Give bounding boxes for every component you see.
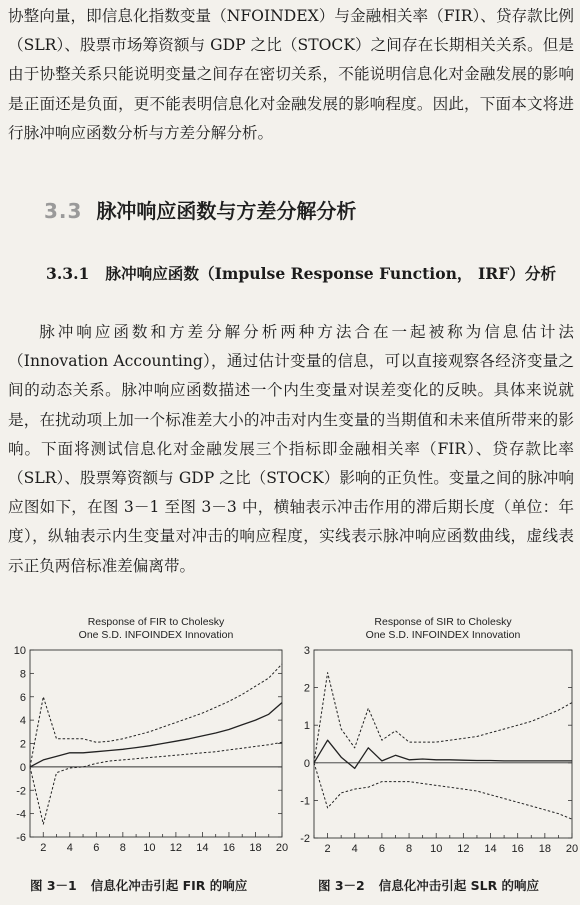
x-tick-label: 8 [119, 842, 126, 854]
confidence-band-line [30, 664, 282, 767]
x-tick-label: 18 [538, 843, 551, 855]
chart-title: Response of FIR to Cholesky [87, 616, 225, 628]
x-tick-label: 4 [351, 843, 358, 855]
x-tick-label: 12 [169, 842, 183, 854]
chart-fir-response [0, 612, 290, 867]
x-tick-label: 14 [196, 842, 209, 854]
x-tick-label: 8 [405, 843, 413, 855]
subsection-heading [46, 262, 556, 284]
subsection-title: 脉冲响应函数（Impulse Response Function， IRF）分析 [105, 264, 557, 283]
confidence-band-line [314, 763, 572, 819]
y-tick-label: 0 [303, 757, 310, 770]
y-tick-label: -2 [16, 785, 26, 798]
x-tick-label: 20 [565, 843, 579, 855]
figure-slr-response [292, 612, 580, 867]
plot-frame [314, 650, 572, 838]
x-tick-label: 10 [430, 843, 443, 855]
y-tick-label: 2 [303, 682, 310, 695]
y-tick-label: -1 [300, 795, 310, 808]
x-tick-label: 2 [40, 842, 47, 854]
x-tick-label: 4 [66, 842, 73, 854]
figure-caption-1 [30, 876, 247, 894]
y-tick-label: 3 [303, 645, 310, 657]
y-tick-label: 6 [19, 691, 26, 704]
chart-title: Response of SIR to Cholesky [374, 616, 512, 628]
y-tick-label: 1 [303, 720, 310, 733]
x-tick-label: 12 [457, 843, 470, 855]
x-tick-label: 20 [275, 842, 289, 854]
y-tick-label: 8 [19, 668, 26, 681]
x-tick-label: 10 [143, 842, 156, 854]
caption-text: 信息化冲击引起 SLR 的响应 [378, 878, 540, 893]
figure-caption-2 [318, 876, 539, 894]
confidence-band-line [30, 742, 282, 824]
caption-number: 图 3－2 [318, 878, 365, 893]
x-tick-label: 16 [511, 843, 524, 855]
chart-slr-response [292, 612, 580, 867]
y-tick-label: 0 [19, 761, 26, 774]
y-tick-label: -2 [300, 833, 310, 845]
x-tick-label: 14 [484, 843, 497, 855]
paragraph-intro: 协整向量，即信息化指数变量（NFOINDEX）与金融相关率（FIR）、贷存款比例（SLR）、股票市场筹资额与 GDP 之比（STOCK）之间存在长期相关关系。但是由于协整关系只能说明变量之间存在密切关系，不能说明信息化对金融发展的影响是正面还是负面，更不能表明信息化对金融发展的影响程度。因此，下面本文将进行脉冲响应函数分析与方差分解分析。 [8, 7, 574, 142]
x-tick-label: 2 [324, 843, 331, 855]
section-number: 3.3 [44, 199, 83, 223]
chart-subtitle: One S.D. INFOINDEX Innovation [365, 629, 521, 641]
caption-text: 信息化冲击引起 FIR 的响应 [90, 878, 248, 893]
chart-subtitle: One S.D. INFOINDEX Innovation [78, 629, 234, 641]
y-tick-label: 10 [13, 645, 26, 657]
paragraph-irf: 脉冲响应函数和方差分解分析两种方法合在一起被称为信息估计法（Innovation Accounting），通过估计变量的信息，可以直接观察各经济变量之间的动态关系。脉冲响应函数描述一个内生变量对误差变化的反映。具体来说就是，在扰动项上加一个标准差大小的冲击对内生变量的当期值和未来值所带来的影响。下面将测试信息化对金融发展三个指标即金融相关率（FIR）、贷存款比率（SLR）、股票筹资额与 GDP 之比（STOCK）影响的正负性。变量之间的脉冲响应图如下，在图 3－1 至图 3－3 中，横轴表示冲击作用的滞后期长度（单位：年度），纵轴表示内生变量对冲击的响应程度，实线表示脉冲响应函数曲线，虚线表示正负两倍标准差偏离带。 [8, 323, 574, 575]
y-tick-label: -6 [16, 832, 26, 844]
confidence-band-line [314, 673, 572, 763]
figure-fir-response [0, 612, 290, 867]
section-heading [44, 195, 356, 224]
x-tick-label: 16 [222, 842, 236, 854]
x-tick-label: 18 [249, 842, 262, 854]
x-tick-label: 6 [378, 843, 385, 855]
x-tick-label: 6 [93, 842, 100, 854]
caption-number: 图 3－1 [30, 878, 77, 893]
y-tick-label: -4 [16, 808, 26, 821]
y-tick-label: 2 [19, 738, 26, 751]
y-tick-label: 4 [19, 715, 26, 728]
plot-frame [30, 650, 282, 837]
subsection-number: 3.3.1 [46, 264, 90, 283]
section-title: 脉冲响应函数与方差分解分析 [96, 199, 357, 223]
